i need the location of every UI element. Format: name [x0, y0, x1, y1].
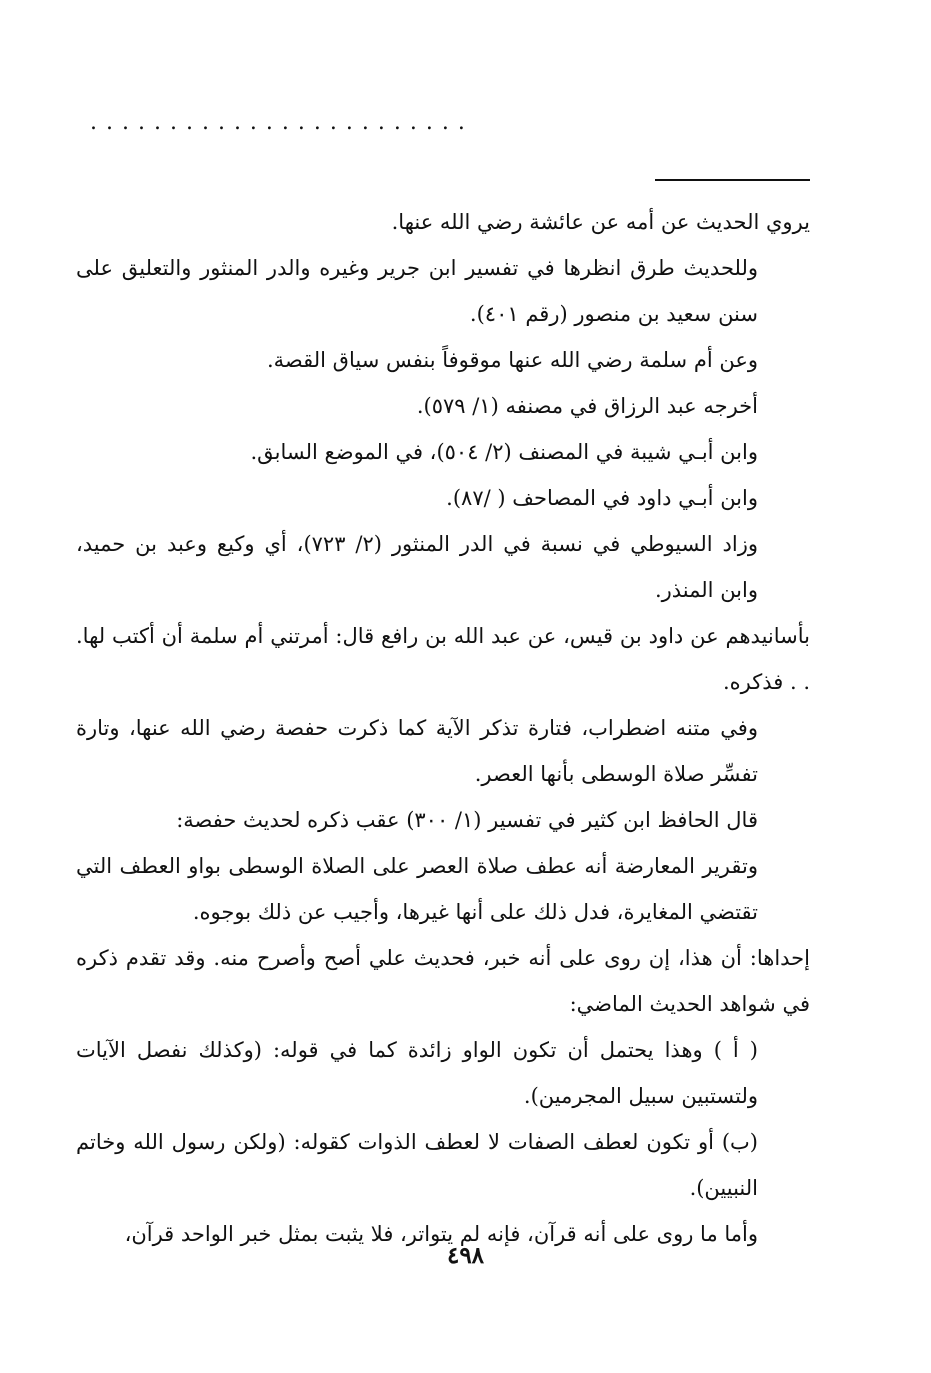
paragraph: وعن أم سلمة رضي الله عنها موقوفاً بنفس سياق القصة. — [266, 348, 758, 372]
paragraph: وللحديث طرق انظرها في تفسير ابن جرير وغيره والدر المنثور والتعليق على سنن سعيد بن منصور (رقم ٤٠١). — [76, 256, 758, 326]
separator-dots: ........................ — [90, 112, 474, 134]
paragraph: وأما ما روى على أنه قرآن، فإنه لم يتواتر، فلا يثبت بمثل خبر الواحد قرآن، — [124, 1222, 758, 1246]
paragraph: قال الحافظ ابن كثير في تفسير (١/ ٣٠٠) عقب ذكره لحديث حفصة: — [176, 808, 758, 832]
page-body — [76, 199, 810, 1257]
paragraph: وزاد السيوطي في نسبة في الدر المنثور (٢/ ٧٢٣)، أي وكيع وعبد بن حميد، وابن المنذر. — [76, 532, 758, 602]
paragraph: أخرجه عبد الرزاق في مصنفه (١/ ٥٧٩). — [416, 394, 758, 418]
page-number: ٤٩٨ — [446, 1242, 485, 1269]
footnote-rule — [655, 179, 810, 181]
paragraph: وابن أبـي داود في المصاحف ( /٨٧). — [446, 486, 758, 510]
paragraph: بأسانيدهم عن داود بن قيس، عن عبد الله بن رافع قال: أمرتني أم سلمة أن أكتب لها. . . فذكره. — [76, 624, 810, 694]
paragraph: يروي الحديث عن أمه عن عائشة رضي الله عنها. — [391, 210, 810, 234]
paragraph: وفي متنه اضطراب، فتارة تذكر الآية كما ذكرت حفصة رضي الله عنها، وتارة تفسِّر صلاة الوسطى بأنها العصر. — [76, 716, 758, 786]
paragraph: ( أ ) وهذا يحتمل أن تكون الواو زائدة كما في قوله: (وكذلك نفصل الآيات ولتستبين سبيل المجرمين). — [76, 1038, 758, 1108]
paragraph: وابن أبـي شيبة في المصنف (٢/ ٥٠٤)، في الموضع السابق. — [250, 440, 758, 464]
paragraph: وتقرير المعارضة أنه عطف صلاة العصر على الصلاة الوسطى بواو العطف التي تقتضي المغايرة، فدل ذلك على أنها غيرها، وأجيب عن ذلك بوجوه. — [76, 854, 758, 924]
paragraph: (ب) أو تكون لعطف الصفات لا لعطف الذوات كقوله: (ولكن رسول الله وخاتم النبيين). — [76, 1130, 758, 1200]
paragraph: إحداها: أن هذا، إن روى على أنه خبر، فحديث علي أصح وأصرح منه. وقد تقدم ذكره في شواهد الحديث الماضي: — [76, 946, 810, 1016]
